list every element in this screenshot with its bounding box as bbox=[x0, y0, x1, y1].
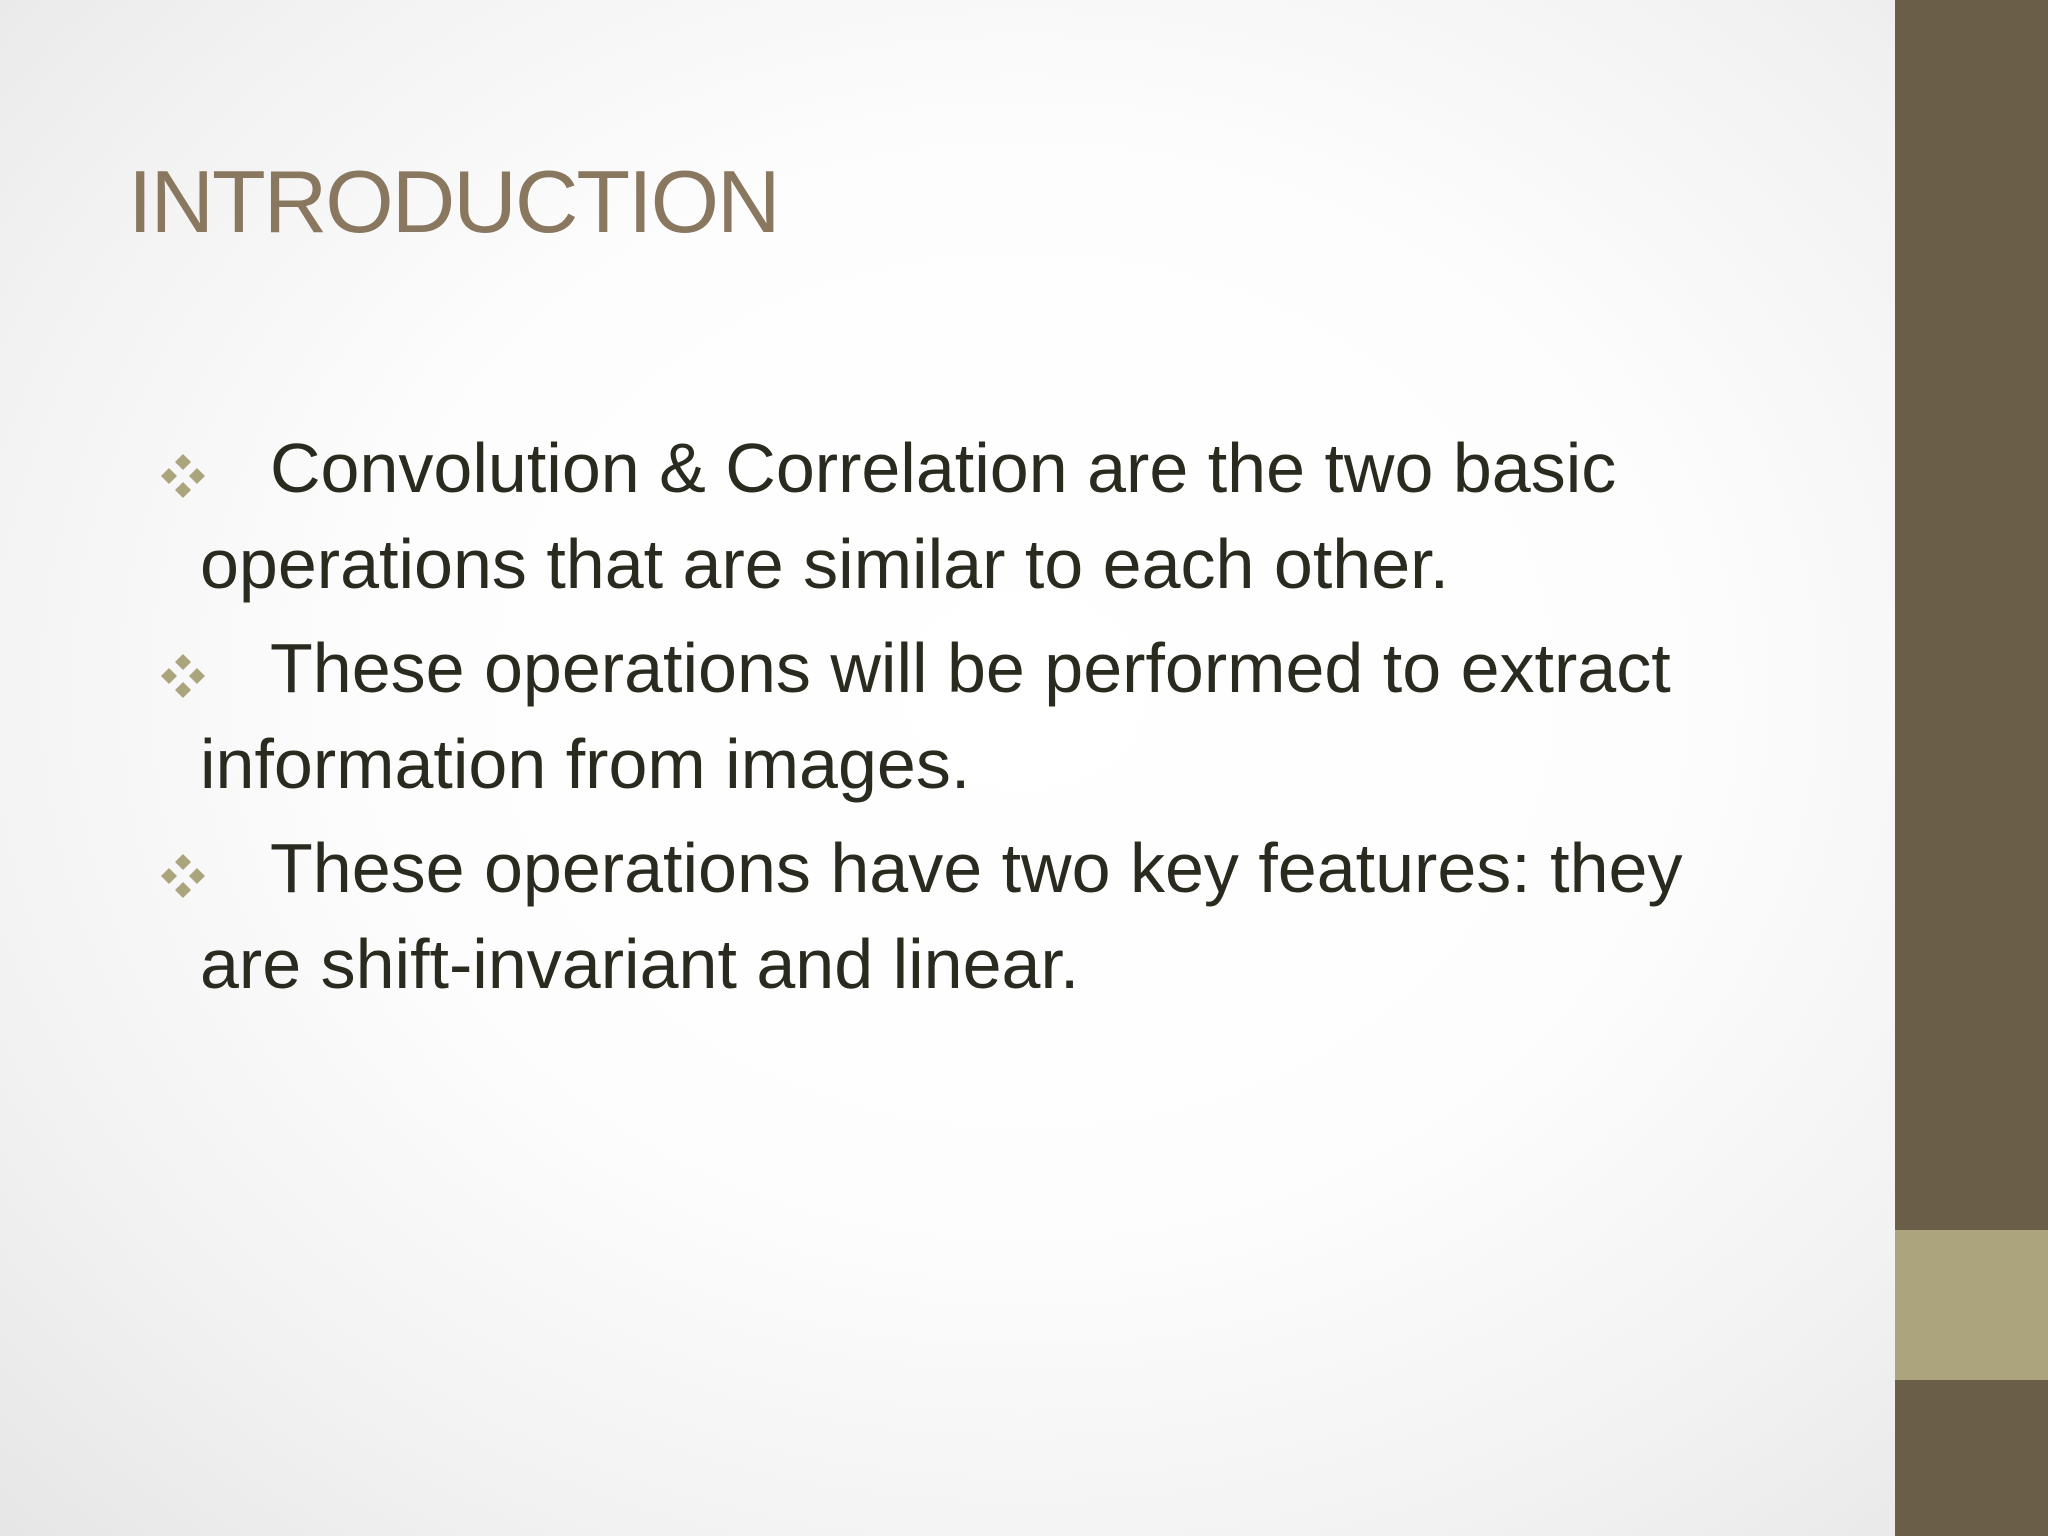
bullet-line-2: operations that are similar to each other. bbox=[200, 525, 1450, 603]
bullet-line-1: These operations will be performed to extract bbox=[270, 629, 1671, 707]
four-diamond-icon bbox=[153, 846, 213, 906]
bullet-item bbox=[153, 420, 1873, 612]
bullet-line-2: are shift-invariant and linear. bbox=[200, 925, 1080, 1003]
four-diamond-icon bbox=[153, 646, 213, 706]
slide-title: INTRODUCTION bbox=[128, 152, 779, 251]
side-bar-accent bbox=[1895, 1230, 2048, 1380]
bullet-line-2: information from images. bbox=[200, 725, 971, 803]
bullet-list bbox=[153, 420, 1873, 1020]
bullet-item bbox=[153, 820, 1873, 1012]
bullet-line-1: Convolution & Correlation are the two basic bbox=[270, 429, 1617, 507]
bullet-line-1: These operations have two key features: they bbox=[270, 829, 1683, 907]
four-diamond-icon bbox=[153, 446, 213, 506]
bullet-item bbox=[153, 620, 1873, 812]
